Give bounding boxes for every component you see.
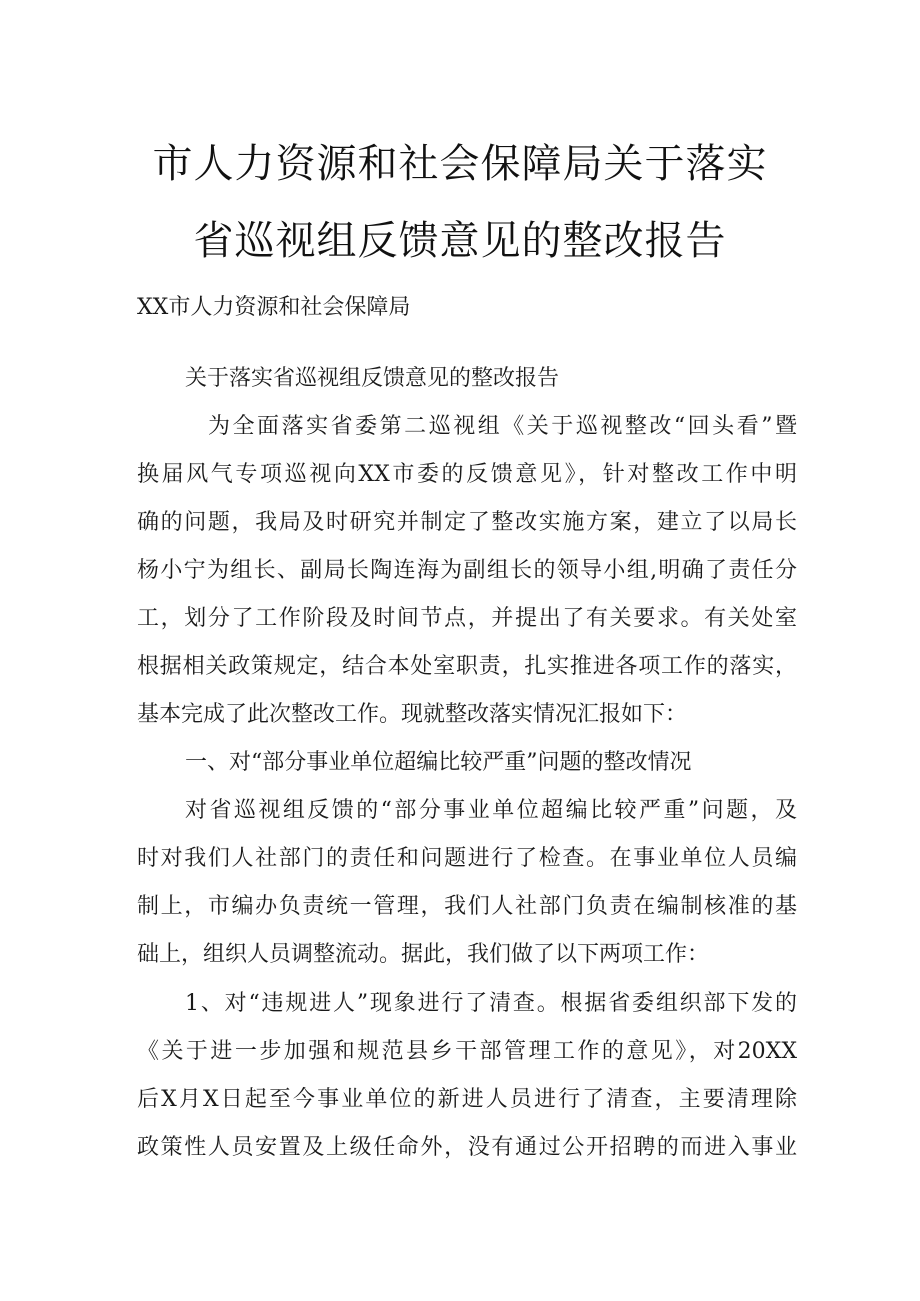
paragraph-line: 后X月X日起至今事业单位的新进人员进行了清查，主要清理除 [137, 1087, 797, 1112]
paragraph-line: 《关于进一步加强和规范县乡干部管理工作的意见》，对20XX [137, 1039, 797, 1064]
paragraph-line: 为全面落实省委第二巡视组《关于巡视整改“回头看”暨 [208, 414, 797, 439]
section-heading-1: 一、对“部分事业单位超编比较严重”问题的整改情况 [185, 750, 692, 775]
paragraph-line: 1、对“违规进人”现象进行了清查。根据省委组织部下发的 [185, 991, 797, 1016]
paragraph-line: 制上，市编办负责统一管理，我们人社部门负责在编制核准的基 [137, 894, 797, 919]
paragraph-line: 础上，组织人员调整流动。据此，我们做了以下两项工作： [137, 942, 710, 967]
paragraph-line: 杨小宁为组长、副局长陶连海为副组长的领导小组,明确了责任分 [137, 558, 797, 583]
paragraph-line: 换届风气专项巡视向XX市委的反馈意见》，针对整改工作中明 [137, 462, 797, 487]
paragraph-line: 根据相关政策规定，结合本处室职责，扎实推进各项工作的落实， [137, 654, 797, 679]
paragraph-line: 对省巡视组反馈的“部分事业单位超编比较严重”问题，及 [185, 798, 797, 823]
paragraph-line: 基本完成了此次整改工作。现就整改落实情况汇报如下： [137, 702, 688, 727]
document-title-line-1: 市人力资源和社会保障局关于落实 [152, 141, 768, 187]
paragraph-line: 政策性人员安置及上级任命外，没有通过公开招聘的而进入事业 [137, 1135, 797, 1160]
paragraph-line: 工，划分了工作阶段及时间节点，并提出了有关要求。有关处室 [137, 606, 797, 631]
document-title-line-2: 省巡视组反馈意见的整改报告 [193, 218, 727, 264]
paragraph-line: 确的问题，我局及时研究并制定了整改实施方案，建立了以局长 [137, 510, 797, 535]
report-subtitle: 关于落实省巡视组反馈意见的整改报告 [185, 366, 560, 391]
paragraph-line: 时对我们人社部门的责任和问题进行了检查。在事业单位人员编 [137, 846, 797, 871]
issuing-organization: XX市人力资源和社会保障局 [137, 295, 411, 320]
